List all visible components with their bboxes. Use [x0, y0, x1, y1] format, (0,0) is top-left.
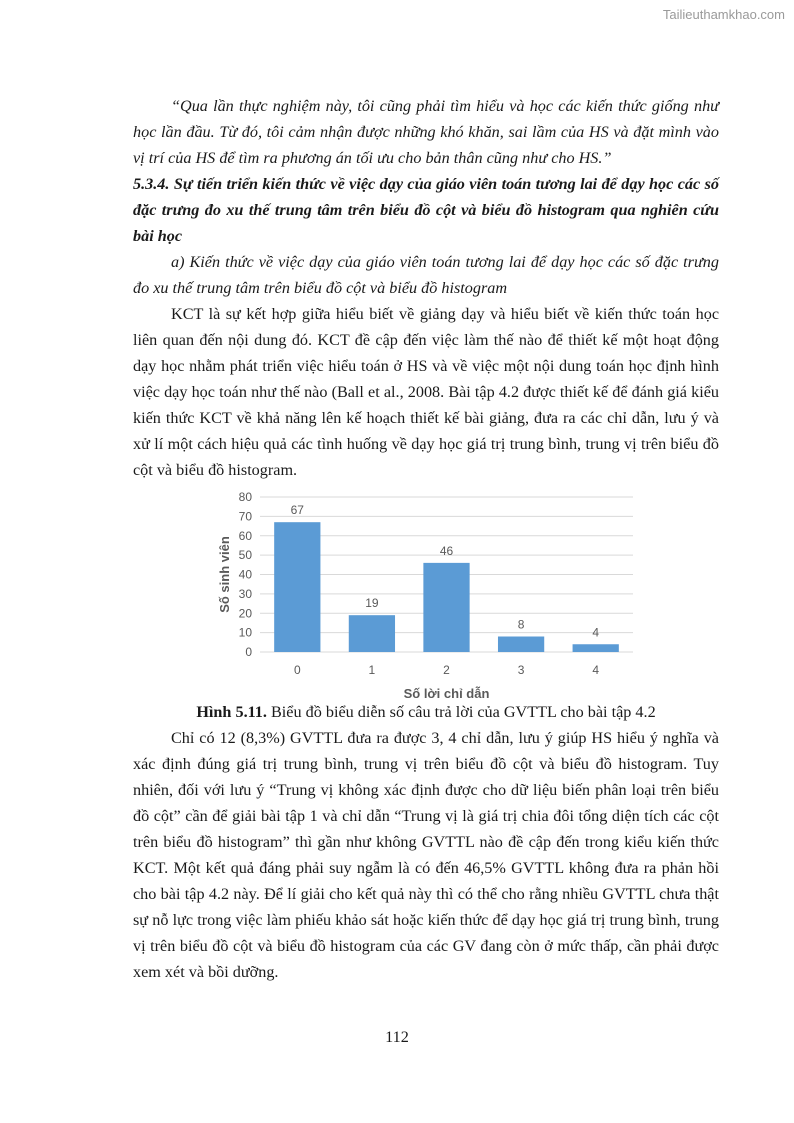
- bar: [349, 615, 395, 652]
- y-tick-label: 20: [238, 606, 252, 621]
- y-tick-label: 70: [238, 509, 252, 524]
- data-label: 67: [290, 503, 304, 518]
- quote-paragraph: “Qua lần thực nghiệm này, tôi cũng phải tìm hiểu và học các kiến thức giống như học lần đầu. Từ đó, tôi cảm nhận được những khó khăn, sai lầm của HS và đặt mình vào vị trí của HS để tìm ra phương án tối ưu cho bản thân cũng như cho HS.”: [133, 97, 719, 167]
- y-tick-label: 0: [245, 645, 252, 659]
- body-paragraph-2: Chỉ có 12 (8,3%) GVTTL đưa ra được 3, 4 chỉ dẫn, lưu ý giúp HS hiểu ý nghĩa và xác định đúng giá trị trung bình, trung vị trên biểu đồ cột và biểu đồ histogram. Tuy nhiên, đối với lưu ý “Trung vị không xác định được cho dữ liệu biến phân loại trên biểu đồ cột” cần để giải bài tập 1 và chỉ dẫn “Trung vị là giá trị chia đôi tổng diện tích các cột trên biểu đồ histogram” thì gần như không GVTTL nào đề cập đến trong kiểu kiến thức KCT. Một kết quả đáng phải suy ngẫm là có đến 46,5% GVTTL không đưa ra phản hồi cho bài tập 4.2 này. Để lí giải cho kết quả này thì có thể cho rằng nhiều GVTTL chưa thật sự nỗ lực trong việc làm phiếu khảo sát hoặc kiến thức để dạy học giá trị trung bình, trung vị trên biểu đồ cột và biểu đồ histogram của các GV đang còn ở mức thấp, cần phải được xem xét và bồi dưỡng.: [133, 729, 719, 981]
- y-tick-label: 60: [238, 528, 252, 543]
- x-tick-label: 3: [517, 663, 525, 677]
- data-label: 8: [517, 617, 525, 632]
- section-heading: 5.3.4. Sự tiến triển kiến thức về việc dạy của giáo viên toán tương lai để dạy học các số đặc trưng đo xu thế trung tâm trên biểu đồ cột và biểu đồ histogram qua nghiên cứu bài học: [133, 175, 719, 245]
- figure-label: Hình 5.11.: [196, 703, 267, 721]
- y-tick-label: 30: [238, 586, 252, 601]
- x-tick-label: 0: [293, 663, 301, 677]
- bar: [498, 637, 544, 653]
- bar: [423, 563, 469, 652]
- y-tick-label: 40: [238, 567, 252, 582]
- figure-chart: [133, 485, 719, 699]
- data-label: 4: [592, 625, 600, 640]
- bar-chart: [133, 485, 719, 699]
- watermark: Tailieuthamkhao.com: [662, 7, 785, 22]
- x-tick-label: 4: [592, 663, 600, 677]
- x-tick-label: 1: [368, 663, 376, 677]
- page-number: 112: [385, 1028, 409, 1046]
- y-tick-label: 50: [238, 548, 252, 563]
- subsection-heading: a) Kiến thức về việc dạy của giáo viên toán tương lai để dạy học các số đặc trưng đo xu thế trung tâm trên biểu đồ cột và biểu đồ histogram: [133, 253, 719, 297]
- page-content: [133, 93, 719, 985]
- y-tick-label: 10: [238, 625, 252, 640]
- data-label: 19: [365, 596, 379, 611]
- y-axis-title: Số sinh viên: [217, 536, 232, 613]
- data-label: 46: [439, 543, 454, 558]
- x-tick-label: 2: [443, 663, 450, 677]
- bar: [274, 522, 320, 652]
- bar: [573, 644, 619, 652]
- body-paragraph-1: KCT là sự kết hợp giữa hiểu biết về giảng dạy và hiểu biết về kiến thức toán học liên quan đến nội dung đó. KCT đề cập đến việc làm thế nào để thiết kế một hoạt động dạy học nhằm phát triển việc hiểu toán ở HS và về việc một nội dung toán học định hình việc dạy học toán như thế nào (Ball et al., 2008. Bài tập 4.2 được thiết kế để đánh giá kiểu kiến thức KCT về khả năng lên kế hoạch thiết kế bài giảng, đưa ra các chỉ dẫn, lưu ý và xử lí một cách hiệu quả các tình huống về dạy học giá trị trung bình, trung vị trên biểu đồ cột và biểu đồ histogram.: [133, 305, 719, 479]
- figure-caption: [133, 699, 719, 725]
- figure-caption-text: Biểu đồ biểu diễn số câu trả lời của GVTTL cho bài tập 4.2: [266, 703, 656, 721]
- y-tick-label: 80: [238, 490, 252, 504]
- x-axis-title: Số lời chỉ dẫn: [403, 686, 490, 699]
